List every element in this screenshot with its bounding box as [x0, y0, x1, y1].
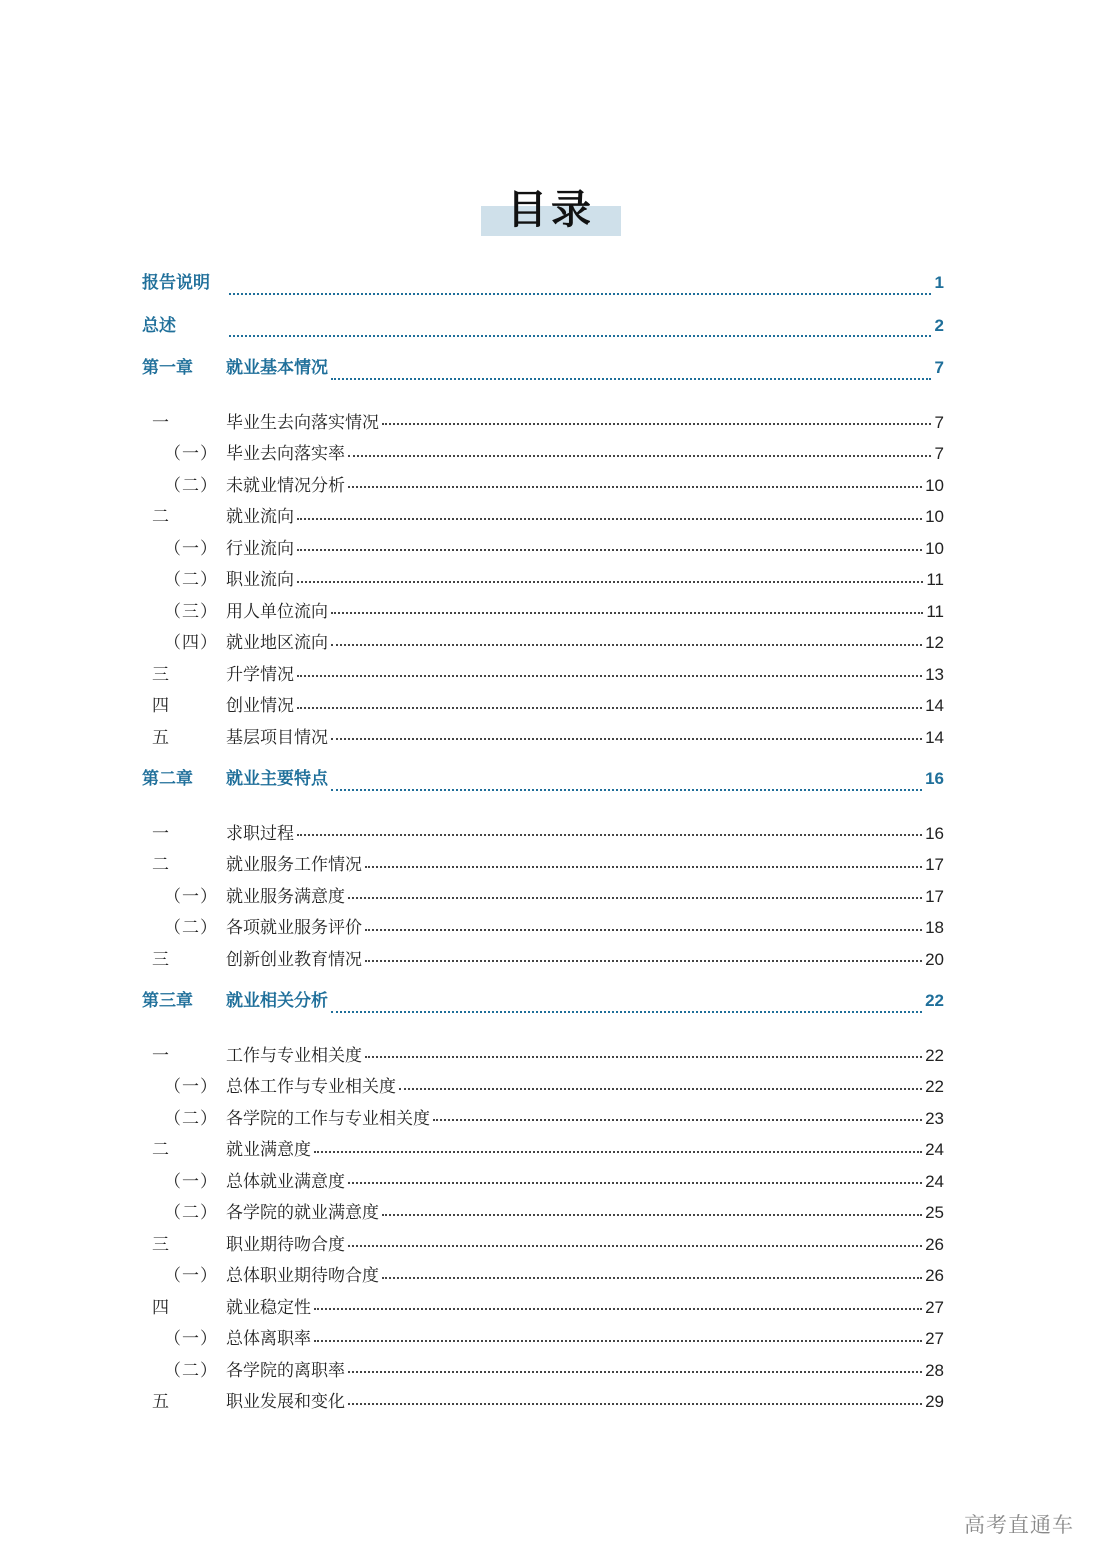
toc-leader-dots	[331, 644, 922, 646]
toc-entry[interactable]	[142, 881, 944, 913]
toc-entry[interactable]	[142, 1355, 944, 1387]
toc-page-number: 14	[925, 727, 944, 747]
toc-leader-dots	[297, 675, 922, 677]
toc-entry[interactable]	[142, 311, 944, 354]
toc-entry-number: （一）	[164, 1329, 218, 1349]
toc-entry-number: （二）	[164, 918, 218, 938]
toc-entry-number: （一）	[164, 538, 218, 559]
toc-leader-dots	[348, 1403, 922, 1405]
toc-page-number: 10	[925, 507, 944, 526]
toc-entry-title: 各学院的离职率	[226, 1360, 345, 1381]
title-box	[481, 182, 621, 242]
toc-entry-number: （一）	[164, 1077, 218, 1097]
toc-page-number: 16	[925, 769, 944, 788]
toc-page-number: 13	[925, 664, 944, 684]
toc-entry[interactable]	[142, 1040, 944, 1072]
toc-entry[interactable]	[142, 1166, 944, 1198]
toc-entry-number: （三）	[164, 601, 218, 622]
toc-entry-number: 第二章	[142, 769, 193, 789]
toc-entry[interactable]	[142, 564, 944, 596]
toc-page-number: 20	[925, 949, 944, 969]
toc-entry-title: 各学院的工作与专业相关度	[226, 1108, 430, 1129]
toc-entry-title: 创业情况	[226, 696, 294, 716]
toc-page-number: 25	[925, 1203, 944, 1222]
toc-entry[interactable]	[142, 818, 944, 850]
toc-page-number: 18	[925, 918, 944, 937]
toc-entry-title: 就业服务满意度	[226, 886, 345, 907]
toc-entry-title: 就业稳定性	[226, 1297, 311, 1318]
toc-entry-title: 用人单位流向	[226, 601, 328, 622]
toc-leader-dots	[399, 1088, 922, 1090]
toc-entry-number: 总述	[142, 315, 176, 336]
toc-entry-title: 工作与专业相关度	[226, 1045, 362, 1066]
toc-entry-title: 总体职业期待吻合度	[226, 1266, 379, 1286]
toc-leader-dots	[229, 293, 931, 295]
toc-page-number: 26	[925, 1234, 944, 1254]
toc-entry[interactable]	[142, 1197, 944, 1229]
toc-entry-number: （一）	[164, 886, 218, 907]
toc-entry-title: 就业地区流向	[226, 633, 328, 653]
toc-entry[interactable]	[142, 1292, 944, 1324]
toc-leader-dots	[331, 612, 923, 614]
toc-page-number: 16	[925, 823, 944, 843]
toc-page-number: 11	[926, 570, 944, 589]
toc-entry-number: 三	[152, 949, 169, 970]
toc-entry-number: （二）	[164, 1108, 218, 1129]
toc-entry-number: （二）	[164, 475, 218, 496]
toc-entry-number: 四	[152, 1297, 169, 1318]
toc-entry-number: （二）	[164, 570, 218, 590]
toc-entry-title: 总体离职率	[226, 1329, 311, 1349]
toc-page-number: 14	[925, 696, 944, 715]
toc-entry[interactable]	[142, 470, 944, 502]
toc-entry-number: （一）	[164, 1171, 218, 1192]
toc-entry-number: 二	[152, 1140, 169, 1160]
toc-leader-dots	[297, 581, 923, 583]
toc-page-number: 17	[925, 886, 944, 906]
toc-page-number: 24	[925, 1140, 944, 1159]
toc-entry-title: 就业满意度	[226, 1140, 311, 1160]
toc-leader-dots	[331, 1011, 922, 1013]
toc-leader-dots	[297, 707, 922, 709]
toc-entry[interactable]	[142, 659, 944, 691]
toc-entry[interactable]	[142, 912, 944, 944]
toc-page-number: 7	[934, 358, 944, 377]
toc-leader-dots	[348, 897, 922, 899]
toc-entry[interactable]	[142, 438, 944, 470]
toc-page-number: 7	[934, 444, 944, 463]
toc-entry[interactable]	[142, 1229, 944, 1261]
toc-entry-title: 毕业生去向落实情况	[226, 412, 379, 433]
toc-leader-dots	[365, 960, 922, 962]
toc-entry[interactable]	[142, 944, 944, 976]
toc-entry[interactable]	[142, 1386, 944, 1418]
toc-page-number: 10	[925, 538, 944, 558]
toc-leader-dots	[331, 738, 922, 740]
toc-page-number: 22	[925, 991, 944, 1010]
toc-page-number: 26	[925, 1266, 944, 1285]
toc-entry-title: 创新创业教育情况	[226, 949, 362, 970]
toc-entry-title: 各项就业服务评价	[226, 918, 362, 938]
toc-entry-title: 就业流向	[226, 507, 294, 527]
toc-entry-number: 四	[152, 696, 169, 716]
toc-entry[interactable]	[142, 849, 944, 881]
toc-entry[interactable]	[142, 501, 944, 533]
toc-entry-number: 五	[152, 1392, 169, 1412]
toc-entry-title: 各学院的就业满意度	[226, 1203, 379, 1223]
toc-leader-dots	[297, 518, 922, 520]
toc-page-number: 7	[934, 412, 944, 432]
toc-entry-number: 第一章	[142, 358, 193, 378]
toc-entry-title: 总体工作与专业相关度	[226, 1077, 396, 1097]
toc-entry-number: （二）	[164, 1203, 218, 1223]
toc-leader-dots	[433, 1119, 922, 1121]
toc-entry-title: 职业流向	[226, 570, 294, 590]
toc-leader-dots	[331, 789, 922, 791]
toc-page-number: 24	[925, 1171, 944, 1191]
toc-entry[interactable]	[142, 764, 944, 807]
toc-entry-title: 就业服务工作情况	[226, 855, 362, 875]
toc-entry[interactable]	[142, 627, 944, 659]
toc-leader-dots	[348, 455, 931, 457]
toc-page-number: 27	[925, 1297, 944, 1317]
toc-leader-dots	[348, 1182, 922, 1184]
toc-page-number: 28	[925, 1360, 944, 1380]
toc-entry-number: 三	[152, 664, 169, 685]
toc-entry[interactable]	[142, 407, 944, 439]
title-area	[0, 182, 1102, 242]
toc-entry-title: 职业期待吻合度	[226, 1234, 345, 1255]
toc-leader-dots	[331, 378, 931, 380]
toc-entry-number: （二）	[164, 1360, 218, 1381]
toc-page-number: 22	[925, 1045, 944, 1065]
toc-entry[interactable]	[142, 1134, 944, 1166]
toc-leader-dots	[314, 1340, 922, 1342]
toc-entry-number: （一）	[164, 1266, 218, 1286]
toc-entry[interactable]	[142, 268, 944, 311]
toc-entry-title: 就业相关分析	[226, 991, 328, 1011]
toc-entry-number: 一	[152, 823, 169, 844]
toc-entry[interactable]	[142, 1103, 944, 1135]
toc-entry-title: 职业发展和变化	[226, 1392, 345, 1412]
toc-leader-dots	[365, 1056, 922, 1058]
toc-entry-title: 基层项目情况	[226, 727, 328, 748]
toc-entry[interactable]	[142, 722, 944, 754]
watermark: 高考直通车	[964, 1513, 1074, 1537]
toc-page-number: 17	[925, 855, 944, 874]
table-of-contents	[142, 268, 944, 1418]
toc-leader-dots	[229, 335, 931, 337]
toc-entry[interactable]	[142, 986, 944, 1029]
toc-leader-dots	[382, 1214, 922, 1216]
toc-entry-number: 一	[152, 1045, 169, 1066]
toc-leader-dots	[348, 1371, 922, 1373]
toc-entry-number: 一	[152, 412, 169, 433]
toc-page-number: 10	[925, 475, 944, 495]
toc-entry[interactable]	[142, 353, 944, 396]
toc-entry-number: 二	[152, 507, 169, 527]
toc-entry-title: 就业主要特点	[226, 769, 328, 789]
toc-entry[interactable]	[142, 1323, 944, 1355]
toc-entry-number: 五	[152, 727, 169, 748]
toc-leader-dots	[365, 929, 922, 931]
toc-entry[interactable]	[142, 1260, 944, 1292]
toc-entry-title: 未就业情况分析	[226, 475, 345, 496]
toc-entry-title: 升学情况	[226, 664, 294, 685]
toc-entry[interactable]	[142, 596, 944, 628]
toc-entry-number: （一）	[164, 444, 218, 464]
toc-entry[interactable]	[142, 690, 944, 722]
toc-leader-dots	[348, 1245, 922, 1247]
toc-entry[interactable]	[142, 1071, 944, 1103]
toc-entry-title: 总体就业满意度	[226, 1171, 345, 1192]
toc-page-number: 23	[925, 1108, 944, 1128]
toc-entry-title: 求职过程	[226, 823, 294, 844]
toc-page-number: 29	[925, 1392, 944, 1411]
toc-entry-number: 第三章	[142, 991, 193, 1011]
page-title: 目录	[507, 186, 595, 233]
toc-leader-dots	[382, 423, 931, 425]
toc-entry-number: 报告说明	[142, 273, 210, 293]
toc-leader-dots	[365, 866, 922, 868]
toc-entry-number: （四）	[164, 633, 218, 653]
toc-leader-dots	[348, 486, 922, 488]
toc-entry-title: 毕业去向落实率	[226, 444, 345, 464]
toc-page-number: 22	[925, 1077, 944, 1096]
toc-page-number: 11	[926, 601, 944, 621]
toc-leader-dots	[297, 549, 922, 551]
toc-entry-number: 二	[152, 855, 169, 875]
toc-page-number: 2	[934, 315, 944, 335]
toc-entry-number: 三	[152, 1234, 169, 1255]
toc-leader-dots	[382, 1277, 922, 1279]
toc-page-number: 1	[934, 273, 944, 292]
toc-page-number: 12	[925, 633, 944, 652]
toc-leader-dots	[314, 1151, 922, 1153]
toc-leader-dots	[297, 834, 922, 836]
toc-page-number: 27	[925, 1329, 944, 1348]
toc-entry[interactable]	[142, 533, 944, 565]
toc-entry-title: 行业流向	[226, 538, 294, 559]
toc-entry-title: 就业基本情况	[226, 358, 328, 378]
toc-leader-dots	[314, 1308, 922, 1310]
